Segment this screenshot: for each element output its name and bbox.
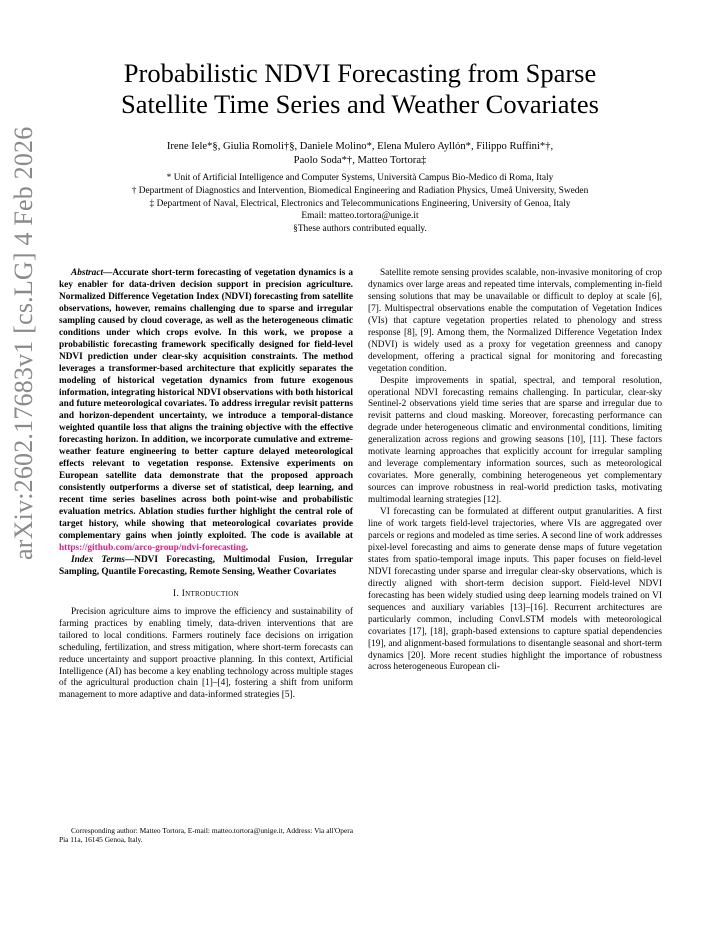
paper-title <box>60 58 660 120</box>
author-list <box>60 140 660 168</box>
title-line-2: Satellite Time Series and Weather Covariates <box>121 89 599 119</box>
affiliation-1: * Unit of Artificial Intelligence and Computer Systems, Università Campus Bio-Medico di Roma, Italy <box>166 173 554 183</box>
index-terms-label: Index Terms <box>71 554 125 565</box>
abstract-label: Abstract <box>71 268 104 278</box>
affiliation-2: † Department of Diagnostics and Intervention, Biomedical Engineering and Radiation Physics, Umeå University, Sweden <box>131 185 589 196</box>
equal-contribution-note: §These authors contributed equally. <box>293 224 427 235</box>
arxiv-identifier: arXiv:2602.17683v1 [cs.LG] 4 Feb 2026 <box>9 126 38 560</box>
index-terms-text: —NDVI Forecasting, Multimodal Fusion, Irregular Sampling, Quantile Forecasting, Remote Sensing, Weather Covariates <box>59 554 353 577</box>
abstract-end: . <box>245 542 249 553</box>
contact-email: Email: matteo.tortora@unige.it <box>301 211 419 222</box>
intro-paragraph-4: VI forecasting can be formulated at different output granularities. A first line of work targets field-level trajectories, where VIs are aggregated over parcels or regions and modeled as time series. A second line of work addresses pixel-level forecasting and aims to generate dense maps of future vegetation states from spatio-temporal image inputs. This paper focuses on field-level NDVI forecasting under sparse and irregular clear-sky observations, which is directly aligned with short-term decision support. Field-level NDVI forecasting has been widely studied using deep learning models trained on VI sequences and auxiliary variables [13]–[16]. Recurrent architectures are particularly common, including ConvLSTM models with meteorological covariates [17], [18], graph-based extensions to capture spatial dependencies [19], and alignment-based formulations to disentangle seasonal and short-term dynamics [20]. More recent studies highlight the importance of robustness across heterogeneous European cli- <box>368 507 662 673</box>
index-terms <box>59 555 353 579</box>
affiliations <box>40 172 680 236</box>
section-heading-introduction: I. Introduction <box>173 588 239 599</box>
intro-paragraph-1: Precision agriculture aims to improve the efficiency and sustainability of farming practices by enabling timely, data-driven interventions that are tailored to local conditions. Farmers routinely face decisions on irrigation scheduling, fertilization, and stress mitigation, where short-term forecasts can reduce uncertainty and support proactive planning. In this context, Artificial Intelligence (AI) has become a key enabling technology across multiple stages of the agricultural production chain [1]–[4], fostering a shift from uniform management to more adaptive and data-informed strategies [5]. <box>59 606 353 701</box>
affiliation-3: ‡ Department of Naval, Electrical, Electronics and Telecommunications Engineering, University of Genoa, Italy <box>149 198 571 209</box>
intro-paragraph-3: Despite improvements in spatial, spectral, and temporal resolution, operational NDVI forecasting remains challenging. In particular, clear-sky Sentinel-2 observations yield time series that are sparse and irregular due to revisit patterns and cloud masking. Moreover, forecasting performance can degrade under heterogeneous climatic and environmental conditions, limiting generalization across regions and growing seasons [10], [11]. These factors motivate learning approaches that explicitly account for irregular sampling and leverage complementary information sources, such as meteorological covariates. More generally, combining heterogeneous yet complementary sources can improve robustness in real-world prediction tasks, motivating multimodal learning strategies [12]. <box>368 375 662 506</box>
title-line-1: Probabilistic NDVI Forecasting from Sparse <box>123 58 597 88</box>
right-column <box>368 268 662 674</box>
abstract <box>59 268 353 555</box>
code-link[interactable]: https://github.com/arco-group/ndvi-forecasting <box>59 542 246 553</box>
authors-line-1: Irene Iele*§, Giulia Romoli†§, Daniele Molino*, Elena Mulero Ayllón*, Filippo Ruffini*†, <box>166 141 554 152</box>
abstract-text: —Accurate short-term forecasting of vegetation dynamics is a key enabler for data-driven decision support in precision agriculture. Normalized Difference Vegetation Index (NDVI) forecasting from satellite observations, however, remains challenging due to sparse and irregular sampling caused by cloud coverage, as well as the heterogeneous climatic conditions under which crops evolve. In this work, we propose a probabilistic forecasting framework specifically designed for field-level NDVI prediction under clear-sky acquisition constraints. The method leverages a transformer-based architecture that explicitly separates the modeling of historical vegetation dynamics from future exogenous information, integrating historical NDVI observations with both historical and future meteorological covariates. To address irregular revisit patterns and horizon-dependent uncertainty, we introduce a temporal-distance weighted quantile loss that aligns the training objective with the effective forecasting horizon. In addition, we incorporate cumulative and extreme-weather feature engineering to better capture delayed meteorological effects relevant to vegetation response. Extensive experiments on European satellite data demonstrate that the proposed approach consistently outperforms a diverse set of statistical, deep learning, and recent time series baselines across both point-wise and probabilistic evaluation metrics. Ablation studies further highlight the central role of target history, while showing that meteorological covariates provide complementary gains when jointly exploited. The code is available at <box>59 268 353 541</box>
left-column <box>59 268 353 702</box>
intro-paragraph-2: Satellite remote sensing provides scalable, non-invasive monitoring of crop dynamics over large areas and repeated time intervals, complementing in-field sensing solutions that may be unavailable or difficult to deploy at scale [6], [7]. Multispectral observations enable the computation of Vegetation Indices (VIs) that capture vegetation properties related to phenology and stress response [8], [9]. Among them, the Normalized Difference Vegetation Index (NDVI) is widely used as a proxy for vegetation greenness and canopy development, offering a practical signal for monitoring and forecasting vegetation condition. <box>368 268 662 374</box>
corresponding-author-footnote <box>59 826 353 845</box>
footnote-text: Corresponding author: Matteo Tortora, E-mail: matteo.tortora@unige.it, Address: Via all'Opera Pia 11a, 16145 Genoa, Italy. <box>59 826 353 845</box>
authors-line-2: Paolo Soda*†, Matteo Tortora‡ <box>293 155 427 166</box>
